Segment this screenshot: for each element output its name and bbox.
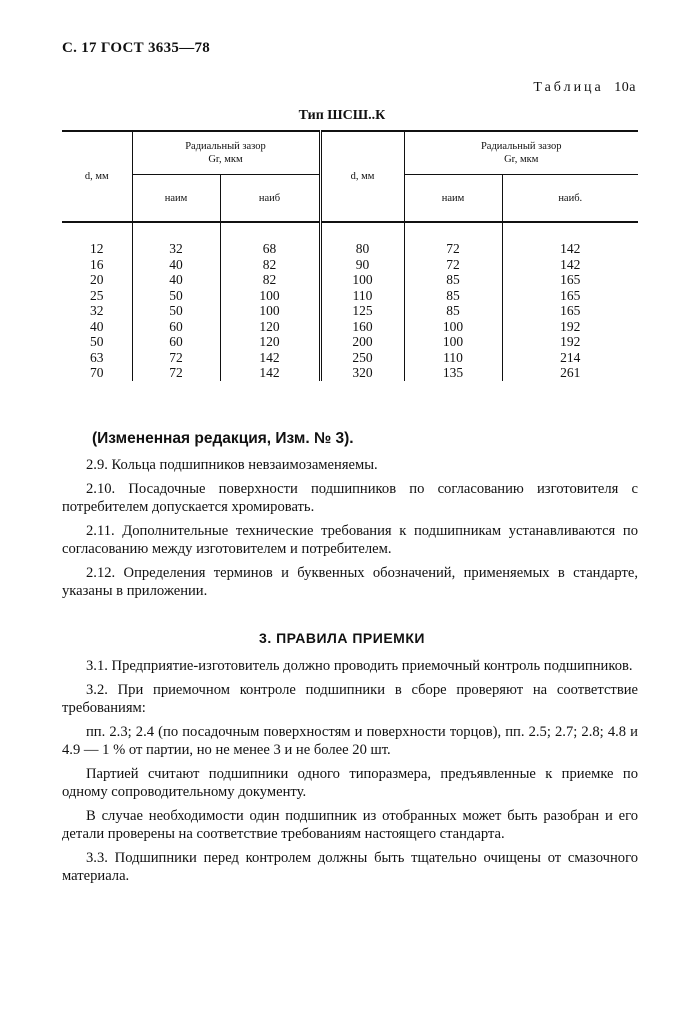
table-cell: 70 (90, 365, 104, 381)
col-header-clearance-right: Радиальный зазор Gr, мкм (404, 131, 638, 175)
table-cell: 261 (502, 365, 638, 381)
table-cell: 60 (132, 334, 220, 350)
table-cell: 142 (220, 365, 320, 381)
table-cell: 40 (132, 257, 220, 273)
amendment-note: (Измененная редакция, Изм. № 3). (92, 430, 354, 447)
table-cell: 100 (220, 303, 320, 319)
paragraph: 3.2. При приемочном контроле подшипники в сборе проверяют на соответствие требованиям: (62, 682, 638, 716)
table-cell: 110 (320, 288, 404, 304)
col-header-d-right: d, мм (320, 131, 404, 222)
table-cell: 68 (220, 222, 320, 257)
table-label (533, 80, 636, 96)
table-cell: 100 (220, 288, 320, 304)
table-row (62, 350, 638, 366)
table-cell: 82 (220, 257, 320, 273)
table-cell: 40 (132, 272, 220, 288)
table-cell: 85 (404, 288, 502, 304)
table-row (62, 319, 638, 335)
col-header-max-right: наиб. (502, 175, 638, 223)
table-cell: 142 (502, 257, 638, 273)
table-cell: 32 (132, 222, 220, 257)
table-cell: 192 (502, 319, 638, 335)
table-cell: 100 (404, 334, 502, 350)
table-title: Тип ШСШ..К (298, 108, 386, 123)
paragraph: 2.11. Дополнительные технические требования к подшипникам устанавливаются по согласованию между изготовителем и потребителем. (62, 523, 638, 557)
paragraph: 2.9. Кольца подшипников невзаимозаменяемы. (86, 457, 378, 473)
table-cell: 100 (404, 319, 502, 335)
table-cell: 63 (90, 349, 104, 365)
paragraph: пп. 2.3; 2.4 (по посадочным поверхностям и поверхности торцов), пп. 2.5; 2.7; 2.8; 4.8 и 4.9 — 1 % от партии, но не менее 3 и не более 20 шт. (62, 724, 638, 758)
paragraph: 3.3. Подшипники перед контролем должны быть тщательно очищены от смазочного материала. (62, 850, 638, 884)
table-cell: 142 (502, 222, 638, 257)
table-cell: 50 (132, 288, 220, 304)
table-cell: 12 (90, 241, 104, 257)
table-cell: 50 (90, 334, 104, 350)
table-row (62, 257, 638, 273)
table-cell: 40 (90, 318, 104, 334)
table-cell: 85 (404, 272, 502, 288)
table-cell: 165 (502, 288, 638, 304)
section-3-title: 3. ПРАВИЛА ПРИЕМКИ (259, 630, 425, 646)
col-header-clearance-left: Радиальный зазор Gr, мкм (132, 131, 320, 175)
table-cell: 82 (220, 272, 320, 288)
table-cell: 214 (502, 350, 638, 366)
table-cell: 72 (132, 365, 220, 381)
col-header-min-left: наим (132, 175, 220, 223)
table-cell: 72 (132, 350, 220, 366)
table-cell: 90 (320, 257, 404, 273)
table-cell: 160 (320, 319, 404, 335)
table-row (62, 365, 638, 381)
page-header: С. 17 ГОСТ 3635—78 (62, 40, 211, 56)
table-row (62, 272, 638, 288)
table-cell: 135 (404, 365, 502, 381)
table-cell: 72 (404, 257, 502, 273)
table-cell: 80 (320, 222, 404, 257)
section-2-paragraphs (62, 456, 638, 606)
table-cell: 110 (404, 350, 502, 366)
table-cell: 142 (220, 350, 320, 366)
table-row (62, 303, 638, 319)
table-label-number: 10а (614, 80, 636, 95)
table-row (62, 288, 638, 304)
table-cell: 85 (404, 303, 502, 319)
table-cell: 200 (320, 334, 404, 350)
paragraph: 2.12. Определения терминов и буквенных обозначений, применяемых в стандарте, указаны в приложении. (62, 565, 638, 599)
paragraph: В случае необходимости один подшипник из отобранных может быть разобран и его детали проверены на соответствие требованиям настоящего стандарта. (62, 808, 638, 842)
col-header-max-left: наиб (220, 175, 320, 223)
table-cell: 120 (220, 334, 320, 350)
paragraph: Партией считают подшипники одного типоразмера, предъявленные к приемке по одному сопроводительному документу. (62, 766, 638, 800)
table-body (62, 222, 638, 381)
table-cell: 32 (90, 303, 104, 319)
table-cell: 16 (90, 256, 104, 272)
table-cell: 165 (502, 272, 638, 288)
clearance-table (62, 130, 638, 381)
table-cell: 250 (320, 350, 404, 366)
table-cell: 320 (320, 365, 404, 381)
paragraph: 3.1. Предприятие-изготовитель должно проводить приемочный контроль подшипников. (86, 658, 633, 674)
table-cell: 50 (132, 303, 220, 319)
table-cell: 100 (320, 272, 404, 288)
paragraph: 2.10. Посадочные поверхности подшипников по согласованию изготовителя с потребителем допускается хромировать. (62, 481, 638, 515)
table-cell: 25 (90, 287, 104, 303)
table-cell: 125 (320, 303, 404, 319)
table-row (62, 222, 638, 257)
table-cell: 60 (132, 319, 220, 335)
col-header-d-left: d, мм (62, 131, 132, 222)
table-cell: 72 (404, 222, 502, 257)
table-cell: 20 (90, 272, 104, 288)
table-label-word: Таблица (533, 80, 604, 95)
table-cell: 120 (220, 319, 320, 335)
table-cell: 192 (502, 334, 638, 350)
table-row (62, 334, 638, 350)
table-cell: 165 (502, 303, 638, 319)
col-header-min-right: наим (404, 175, 502, 223)
section-3-paragraphs (62, 657, 638, 891)
